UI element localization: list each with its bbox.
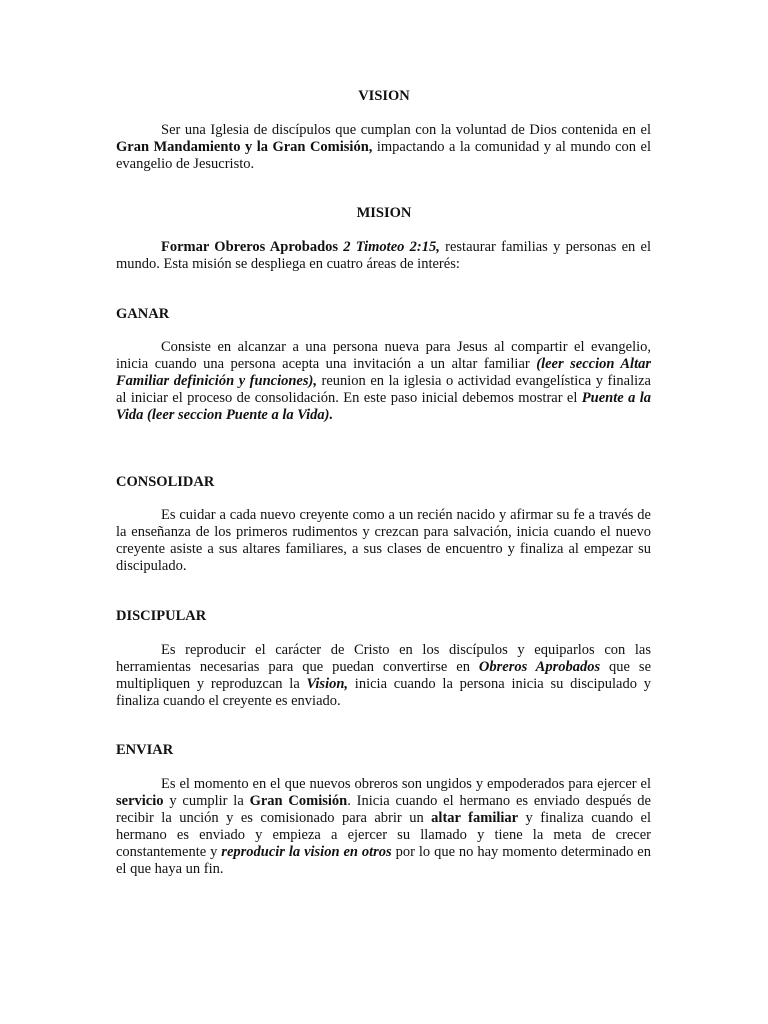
consolidar-paragraph: Es cuidar a cada nuevo creyente como a un recién nacido y afirmar su fe a través de la enseñanza de los primeros rudimentos y crezcan para salvación, inicia cuando el nuevo creyente asiste a sus altares familiares, a sus clases de encuentro y finaliza al empezar su discipulado. [116, 507, 651, 574]
discipular-text-3: inicia cuando la persona inicia su discipulado y finaliza cuando el creyente es enviado. [116, 676, 651, 709]
ganar-text-bi-2: Puente a la Vida (leer seccion Puente a la Vida). [116, 390, 651, 423]
enviar-text-bold-2: Gran Comisión [249, 793, 348, 809]
ganar-paragraph [116, 339, 651, 424]
ganar-text-bi-1: (leer seccion Altar Familiar definición y funciones), [116, 356, 651, 389]
mision-text-italic: 2 Timoteo 2:15, [338, 239, 440, 255]
vision-text-2: impactando a la comunidad y al mundo con el evangelio de Jesucristo. [116, 139, 651, 172]
enviar-text-bold-3: altar familiar [431, 810, 519, 826]
enviar-text-bold-1: servicio [116, 793, 164, 809]
enviar-text-bi-1: reproducir la vision en otros [221, 844, 392, 860]
enviar-text-5: por lo que no hay momento determinado en el que haya un fin. [116, 844, 651, 877]
discipular-text-2: que se multipliquen y reproduzcan la [116, 659, 652, 692]
enviar-heading: ENVIAR [116, 742, 174, 758]
enviar-text-3: . Inicia cuando el hermano es enviado después de recibir la unción y es comisionado para abrir un [116, 793, 651, 826]
discipular-text-bi-2: Vision, [306, 676, 349, 692]
discipular-paragraph [116, 642, 651, 710]
mision-heading: MISION [356, 205, 412, 221]
ganar-text-1: Consiste en alcanzar a una persona nueva para Jesus al compartir el evangelio, inicia cuando una persona acepta una invitación a un altar familiar [116, 339, 651, 372]
vision-text-1: Ser una Iglesia de discípulos que cumplan con la voluntad de Dios contenida en el [161, 122, 651, 138]
enviar-text-2: y cumplir la [163, 793, 250, 809]
enviar-paragraph [116, 776, 651, 878]
vision-paragraph [116, 122, 651, 173]
vision-text-bold: Gran Mandamiento y la Gran Comisión, [116, 139, 373, 155]
discipular-text-1: Es reproducir el carácter de Cristo en los discípulos y equiparlos con las herramientas necesarias para que puedan convertirse en [116, 642, 651, 675]
mision-text-1: restaurar familias y personas en el mundo. Esta misión se despliega en cuatro áreas de interés: [116, 239, 652, 272]
vision-heading: VISION [358, 88, 410, 104]
ganar-text-2: reunion en la iglesia o actividad evangelística y finaliza al iniciar el proceso de consolidación. En este paso inicial debemos mostrar el [116, 373, 651, 406]
ganar-heading: GANAR [116, 306, 170, 322]
mision-text-bold: Formar Obreros Aprobados [161, 239, 339, 255]
mision-paragraph [116, 239, 651, 273]
consolidar-heading: CONSOLIDAR [116, 474, 215, 490]
discipular-heading: DISCIPULAR [116, 608, 207, 624]
discipular-text-bi-1: Obreros Aprobados [478, 659, 601, 675]
enviar-text-1: Es el momento en el que nuevos obreros son ungidos y empoderados para ejercer el [161, 776, 651, 792]
enviar-text-4: y finaliza cuando el hermano es enviado y empieza a ejercer su llamado y tiene la meta de crecer constantemente y [116, 810, 651, 860]
